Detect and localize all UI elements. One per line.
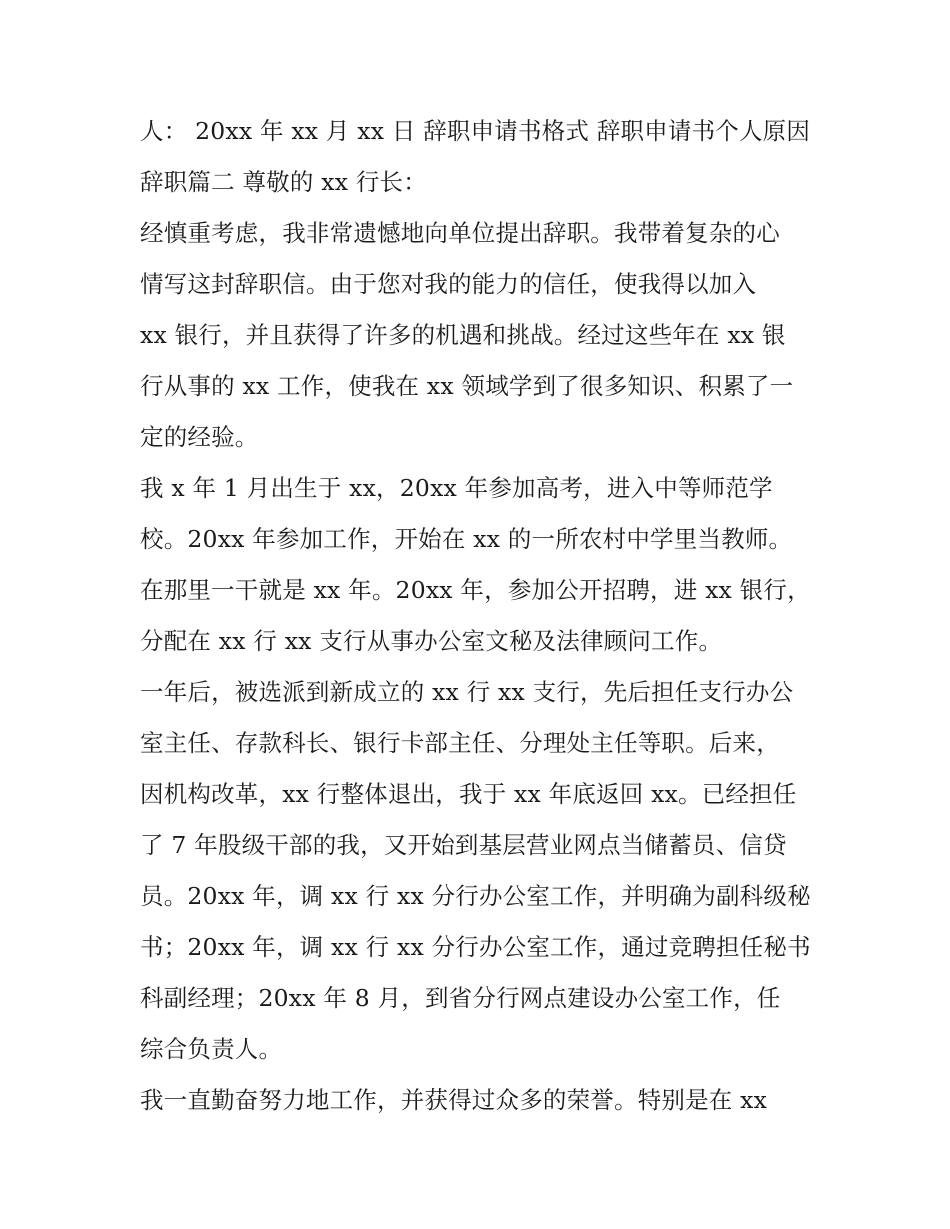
text-line: 员。20xx 年，调 xx 行 xx 分行办公室工作，并明确为副科级秘: [140, 882, 811, 910]
text-line: 一年后，被选派到新成立的 xx 行 xx 支行，先后担任支行办公: [140, 678, 794, 706]
text-line: 因机构改革，xx 行整体退出，我于 xx 年底返回 xx。已经担任: [140, 780, 797, 808]
document-body: [140, 106, 830, 1126]
text-line: xx 银行，并且获得了许多的机遇和挑战。经过这些年在 xx 银: [140, 321, 786, 349]
text-line: 室主任、存款科长、银行卡部主任、分理处主任等职。后来，: [140, 729, 780, 757]
text-line: 经慎重考虑，我非常遗憾地向单位提出辞职。我带着复杂的心: [140, 219, 780, 247]
text-line: 定的经验。: [140, 423, 259, 451]
text-line: 在那里一干就是 xx 年。20xx 年，参加公开招聘，进 xx 银行，: [140, 576, 811, 604]
text-line: 了 7 年股级干部的我，又开始到基层营业网点当储蓄员、信贷: [140, 831, 787, 859]
text-line: 辞职篇二 尊敬的 xx 行长：: [140, 168, 427, 196]
text-line: 人： 20xx 年 xx 月 xx 日 辞职申请书格式 辞职申请书个人原因: [140, 117, 811, 145]
text-line: 科副经理；20xx 年 8 月，到省分行网点建设办公室工作，任: [140, 984, 781, 1012]
text-line: 综合负责人。: [140, 1035, 283, 1063]
text-line: 校。20xx 年参加工作，开始在 xx 的一所农村中学里当教师。: [140, 525, 793, 553]
text-line: 书；20xx 年，调 xx 行 xx 分行办公室工作，通过竞聘担任秘书: [140, 933, 811, 961]
text-line: 我一直勤奋努力地工作，并获得过众多的荣誉。特别是在 xx: [140, 1086, 768, 1114]
text-line: 情写这封辞职信。由于您对我的能力的信任，使我得以加入: [140, 270, 757, 298]
text-line: 行从事的 xx 工作，使我在 xx 领域学到了很多知识、积累了一: [140, 372, 794, 400]
text-line: 我 x 年 1 月出生于 xx，20xx 年参加高考，进入中等师范学: [140, 474, 773, 502]
text-line: 分配在 xx 行 xx 支行从事办公室文秘及法律顾问工作。: [140, 627, 723, 655]
